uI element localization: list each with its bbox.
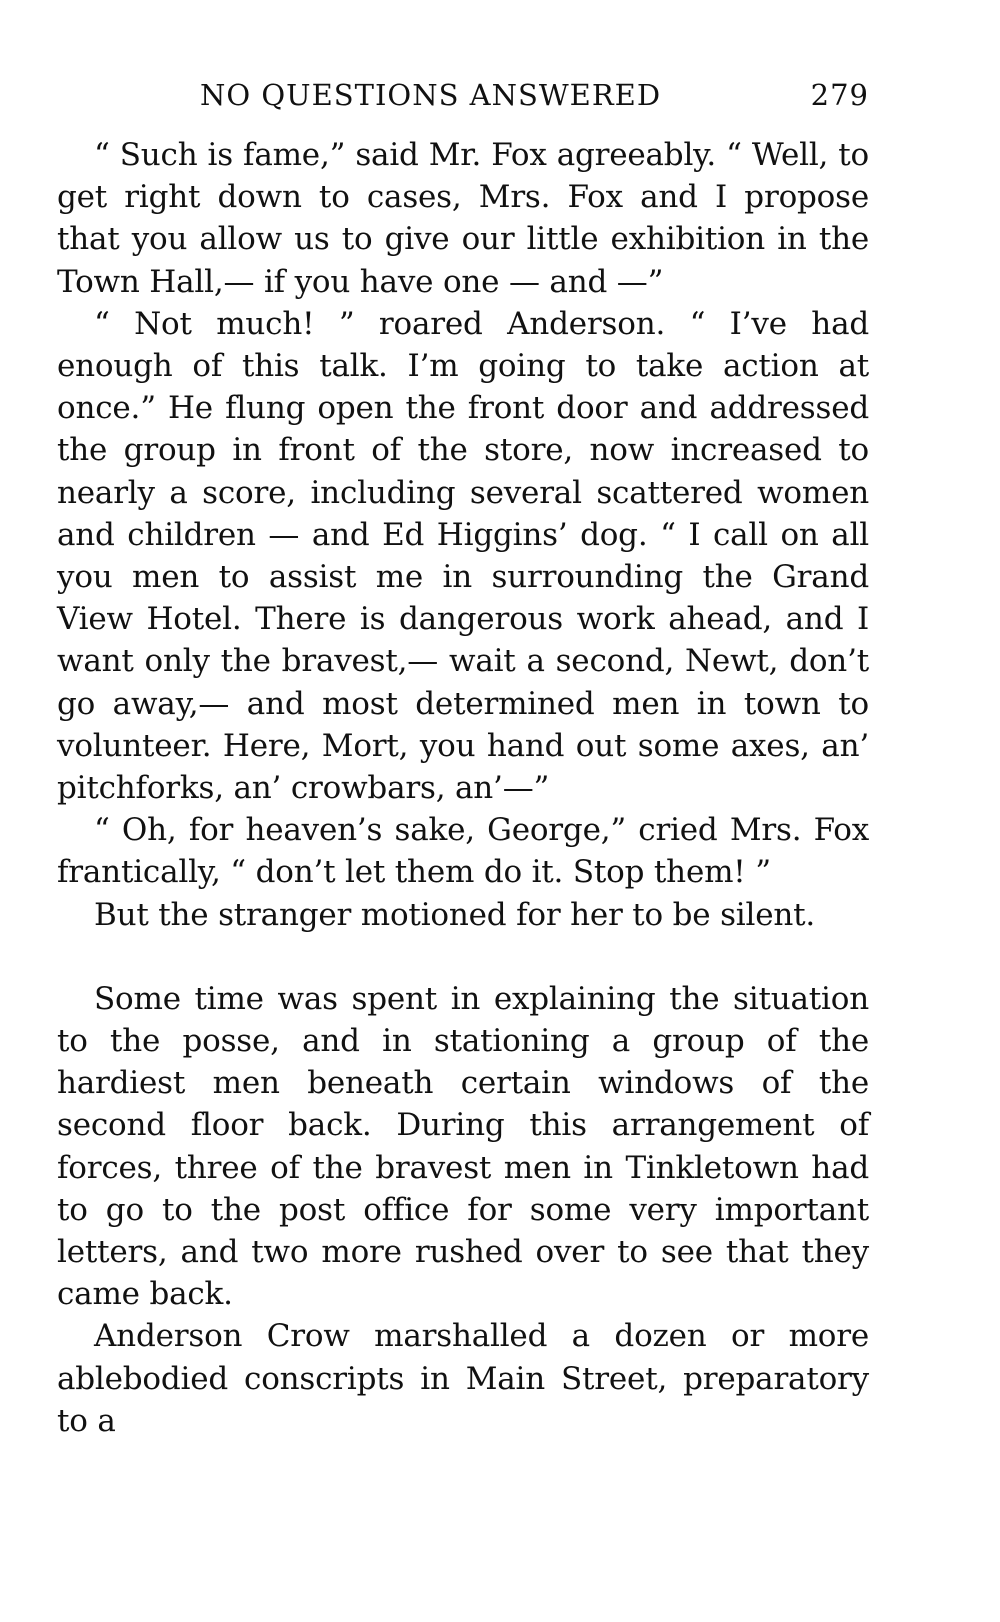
paragraph-fox-proposal: “ Such is fame,” said Mr. Fox agreeably. “ Well, to get right down to cases, Mrs. Fox and I propose that you allow us to give our little exhibition in the Town Hall,— if you have one — and —”: [57, 137, 869, 300]
paragraph-anderson-roars: “ Not much! ” roared Anderson. “ I’ve had enough of this talk. I’m going to take action at once.” He flung open the front door and addressed the group in front of the store, now increased to nearly a score, including several scattered women and children — and Ed Higgins’ dog. “ I call on all you men to assist me in surrounding the Grand View Hotel. There is dangerous work ahead, and I want only the bravest,— wait a second, Newt, don’t go away,— and most determined men in town to volunteer. Here, Mort, you hand out some axes, an’ pitchforks, an’ crowbars, an’—”: [57, 305, 869, 807]
section-break: [57, 936, 869, 978]
paragraph-posse-stationing: Some time was spent in explaining the situation to the posse, and in stationing a group of the hardiest men beneath certain windows of the second floor back. During this arrangement of forces, three of the bravest men in Tinkletown had to go to the post office for some very important letters, and two more rushed over to see that they came back.: [57, 980, 869, 1313]
paragraph-stranger-motions: But the stranger motioned for her to be silent.: [94, 896, 816, 933]
running-head: [57, 78, 869, 134]
paragraph-anderson-marshals: Anderson Crow marshalled a dozen or more ablebodied conscripts in Main Street, preparatory to a: [57, 1318, 869, 1439]
running-head-title: NO QUESTIONS ANSWERED: [200, 78, 662, 112]
paragraph-mrs-fox-cries: “ Oh, for heaven’s sake, George,” cried Mrs. Fox frantically, “ don’t let them do it. Stop them! ”: [57, 812, 869, 891]
book-page: [57, 78, 869, 1442]
page-number: 279: [810, 78, 869, 112]
